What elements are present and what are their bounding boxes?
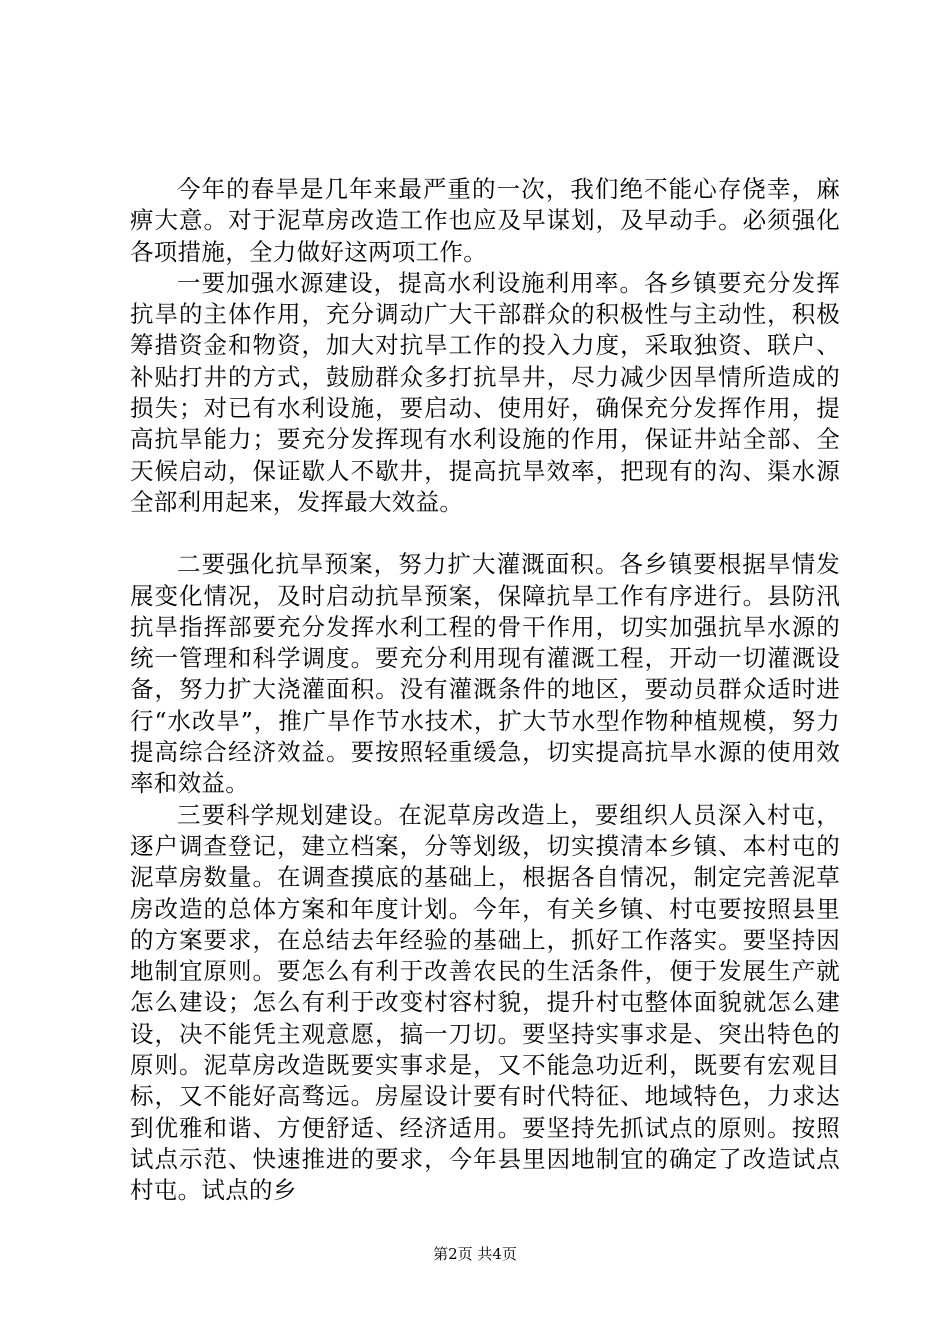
page-footer: 第2页 共4页 bbox=[433, 1245, 517, 1263]
paragraph-intro: 今年的春旱是几年来最严重的一次，我们绝不能心存侥幸，麻痹大意。对于泥草房改造工作也应及早谋划，及早动手。必须强化各项措施，全力做好这两项工作。 bbox=[130, 175, 840, 266]
paragraph-water-source: 一要加强水源建设，提高水利设施利用率。各乡镇要充分发挥抗旱的主体作用，充分调动广大干部群众的积极性与主动性，积极筹措资金和物资，加大对抗旱工作的投入力度，采取独资、联户、补贴打井的方式，鼓励群众多打抗旱井，尽力减少因旱情所造成的损失；对已有水利设施，要启动、使用好，确保充分发挥作用，提高抗旱能力；要充分发挥现有水利设施的作用，保证井站全部、全天候启动，保证歇人不歇井，提高抗旱效率，把现有的沟、渠水源全部利用起来，发挥最大效益。 bbox=[130, 268, 840, 516]
document-body bbox=[130, 174, 840, 1207]
paragraph-drought-plan: 二要强化抗旱预案，努力扩大灌溉面积。各乡镇要根据旱情发展变化情况，及时启动抗旱预案，保障抗旱工作有序进行。县防汛抗旱指挥部要充分发挥水利工程的骨干作用，切实加强抗旱水源的统一管理和科学调度。要充分利用现有灌溉工程，开动一切灌溉设备，努力扩大浇灌面积。没有灌溉条件的地区，要动员群众适时进行“水改旱”，推广旱作节水技术，扩大节水型作物种植规模，努力提高综合经济效益。要按照轻重缓急，切实提高抗旱水源的使用效率和效益。 bbox=[130, 550, 840, 798]
paragraph-planning: 三要科学规划建设。在泥草房改造上，要组织人员深入村屯，逐户调查登记，建立档案，分等划级，切实摸清本乡镇、本村屯的泥草房数量。在调查摸底的基础上，根据各自情况，制定完善泥草房改造的总体方案和年度计划。今年，有关乡镇、村屯要按照县里的方案要求，在总结去年经验的基础上，抓好工作落实。要坚持因地制宜原则。要怎么有利于改善农民的生活条件，便于发展生产就怎么建设；怎么有利于改变村容村貌，提升村屯整体面貌就怎么建设，决不能凭主观意愿，搞一刀切。要坚持实事求是、突出特色的原则。泥草房改造既要实事求是，又不能急功近利，既要有宏观目标，又不能好高骛远。房屋设计要有时代特征、地域特色，力求达到优雅和谐、方便舒适、经济适用。要坚持先抓试点的原则。按照试点示范、快速推进的要求，今年县里因地制宜的确定了改造试点村屯。试点的乡 bbox=[130, 800, 840, 1205]
